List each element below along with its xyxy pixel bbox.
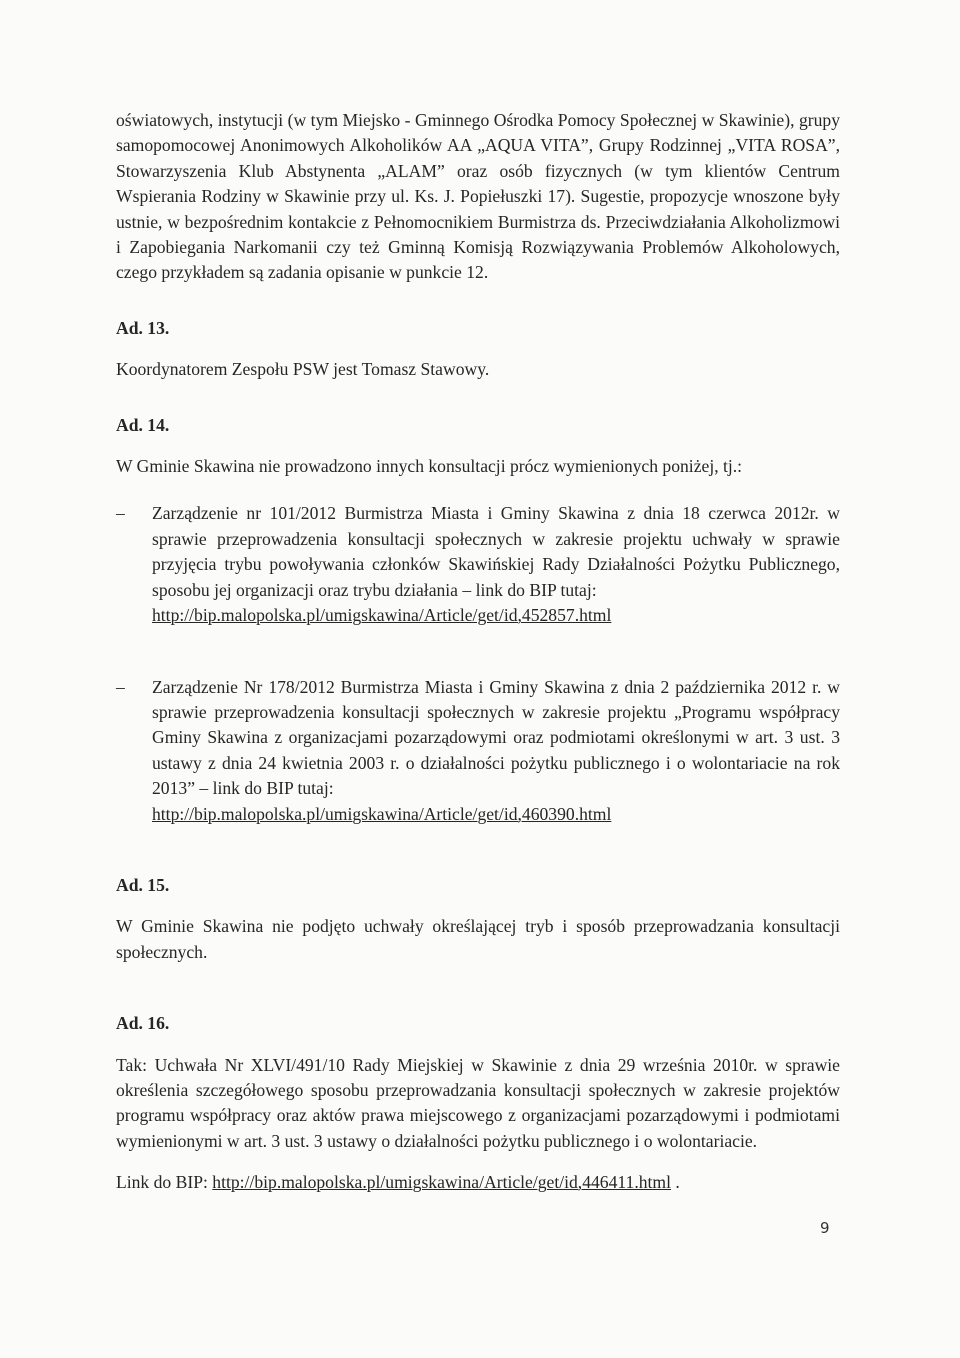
list-dash: – (116, 676, 125, 697)
ad16-paragraph: Tak: Uchwała Nr XLVI/491/10 Rady Miejskiej w Skawinie z dnia 29 września 2010r. w sprawie określenia szczegółowego sposobu przeprowadzania konsultacji społecznych w zakresie projektów programu współpracy oraz aktów prawa miejscowego z organizacjami pozarządowymi i podmiotami wymienionymi w art. 3 ust. 3 ustawy o działalności pożytku publicznego i o wolontariacie. (116, 1054, 840, 1151)
page-number: 9 (820, 1219, 830, 1237)
list-item (116, 675, 840, 827)
list-item-text: Zarządzenie Nr 178/2012 Burmistrza Miasta i Gminy Skawina z dnia 2 października 2012 r. w sprawie przeprowadzenia konsultacji społecznych w zakresie projektu „Programu współpracy Gminy Skawina z organizacjami pozarządowymi oraz podmiotami określonymi w art. 3 ust. 3 ustawy z dnia 24 kwietnia 2003 r. o działalności pożytku publicznego i o wolontariacie na rok 2013” – link do BIP tutaj: (152, 676, 840, 799)
list-item (116, 501, 840, 628)
ad13-paragraph: Koordynatorem Zespołu PSW jest Tomasz Stawowy. (116, 359, 490, 380)
ad14-paragraph: W Gminie Skawina nie prowadzono innych konsultacji prócz wymienionych poniżej, tj.: (116, 456, 743, 477)
page-content (116, 108, 840, 1196)
bip-link[interactable]: http://bip.malopolska.pl/umigskawina/Article/get/id,460390.html (152, 803, 612, 824)
bip-link[interactable]: http://bip.malopolska.pl/umigskawina/Article/get/id,446411.html (212, 1172, 671, 1193)
list-item-text: Zarządzenie nr 101/2012 Burmistrza Miasta i Gminy Skawina z dnia 18 czerwca 2012r. w sprawie przeprowadzenia konsultacji społecznych w zakresie projektu uchwały w sprawie przyjęcia trybu powoływania członków Skawińskiej Rady Działalności Pożytku Publicznego, sposobu jej organizacji oraz trybu działania – link do BIP tutaj: (152, 503, 840, 600)
intro-paragraph: oświatowych, instytucji (w tym Miejsko - Gminnego Ośrodka Pomocy Społecznej w Skawinie), grupy samopomocowej Anonimowych Alkoholików AA „AQUA VITA”, Grupy Rodzinnej „VITA ROSA”, Stowarzyszenia Klub Abstynenta „ALAM” oraz osób fizycznych (w tym klientów Centrum Wspierania Rodziny w Skawinie przy ul. Ks. J. Popiełuszki 17). Sugestie, propozycje wnoszone były ustnie, w bezpośrednim kontakcie z Pełnomocnikiem Burmistrza ds. Przeciwdziałania Alkoholizmowi i Zapobiegania Narkomanii czy też Gminną Komisją Rozwiązywania Problemów Alkoholowych, czego przykładem są zadania opisanie w punkcie 12. (116, 110, 840, 283)
link-label: Link do BIP: (116, 1172, 208, 1193)
bip-link[interactable]: http://bip.malopolska.pl/umigskawina/Article/get/id,452857.html (152, 605, 612, 626)
link-suffix: . (675, 1172, 680, 1193)
section-heading-ad13: Ad. 13. (116, 317, 170, 338)
section-heading-ad14: Ad. 14. (116, 414, 170, 435)
section-heading-ad15: Ad. 15. (116, 874, 170, 895)
ad15-paragraph: W Gminie Skawina nie podjęto uchwały określającej tryb i sposób przeprowadzania konsultacji społecznych. (116, 916, 840, 962)
ad16-link-line (116, 1170, 840, 1195)
section-heading-ad16: Ad. 16. (116, 1013, 170, 1034)
list-dash: – (116, 503, 125, 524)
